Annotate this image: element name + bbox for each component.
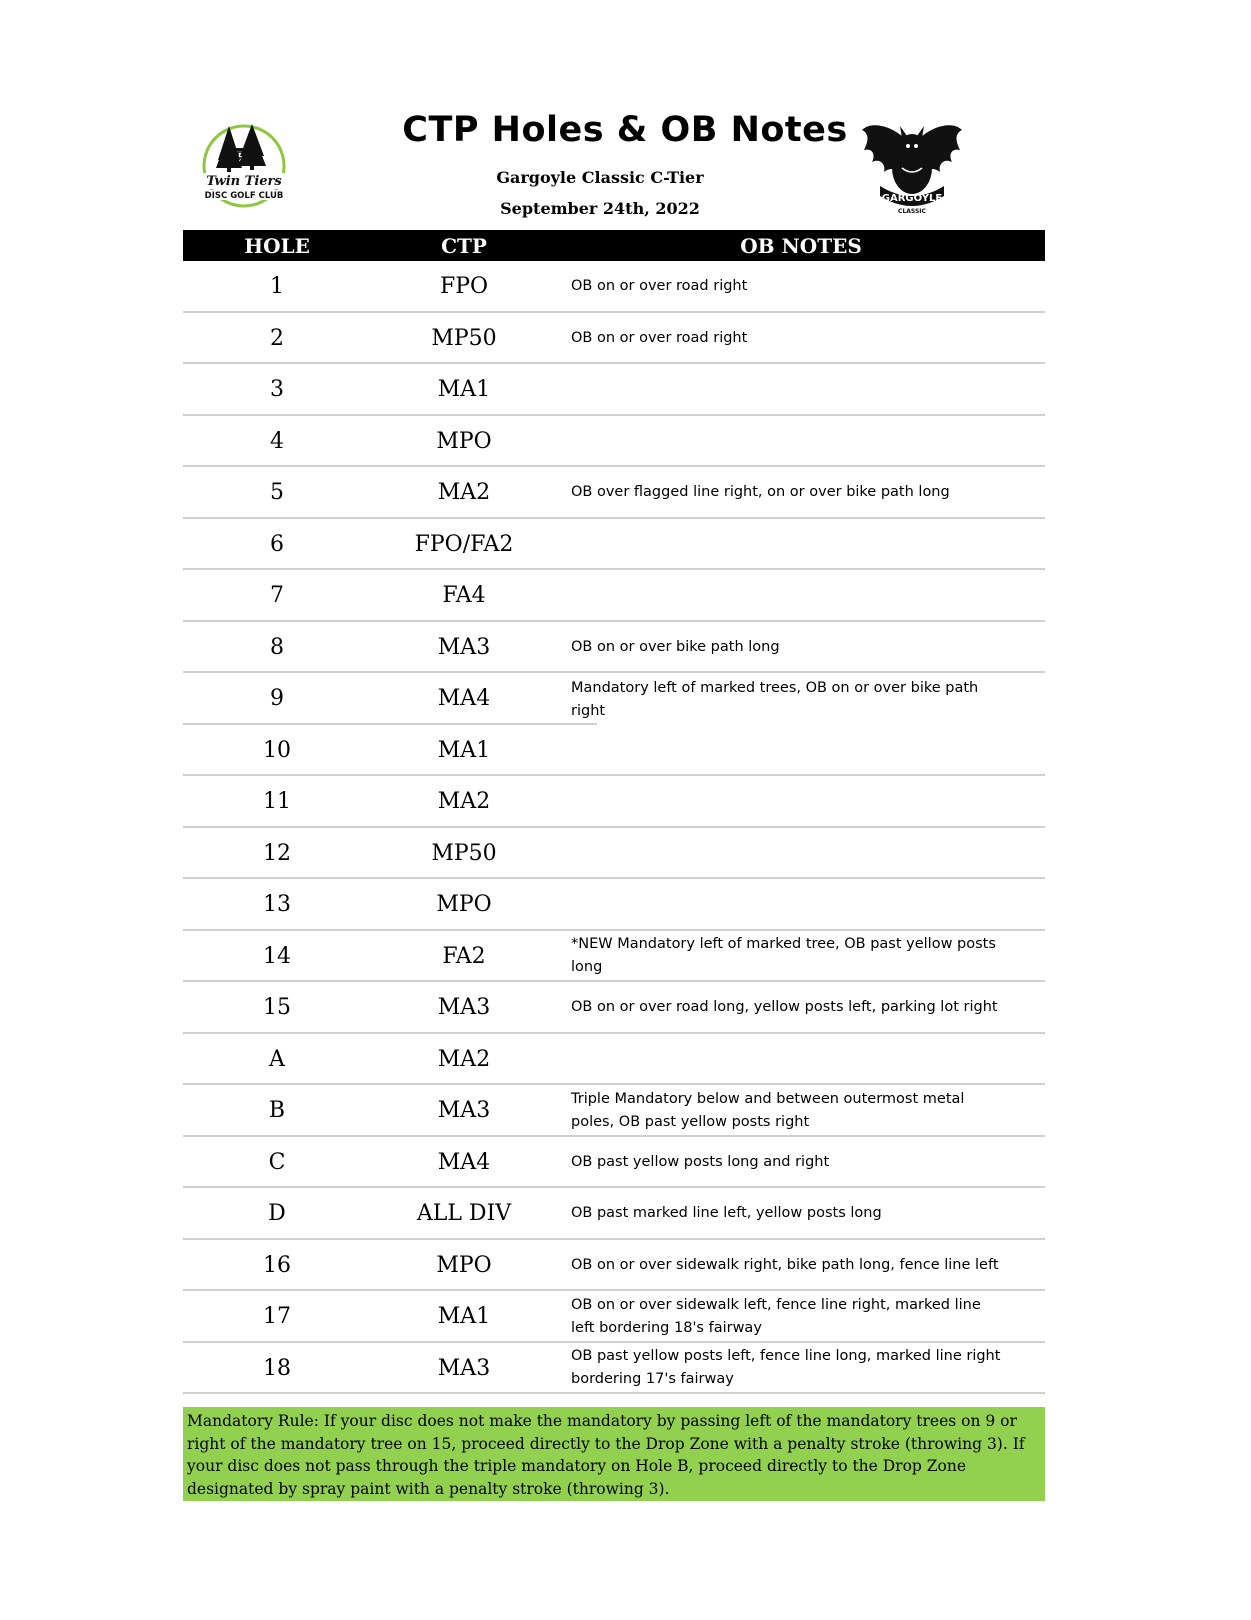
table-row: [183, 1085, 1045, 1137]
ctp-cell: MA1: [437, 377, 491, 403]
ctp-cell: MA2: [437, 1046, 491, 1072]
hole-cell: 5: [270, 480, 284, 506]
ob-notes-cell: OB on or over sidewalk right, bike path long, fence line left: [571, 1256, 999, 1273]
ctp-cell: MA2: [437, 480, 491, 506]
ctp-cell: MPO: [436, 428, 492, 454]
hole-cell: 11: [263, 789, 291, 815]
ob-notes-cell: OB on or over bike path long: [571, 638, 780, 655]
table-row: [183, 725, 1045, 777]
hole-cell: 16: [263, 1252, 291, 1278]
table-row: [183, 1034, 1045, 1086]
ob-notes-cell: *NEW Mandatory left of marked tree, OB past yellow posts long: [571, 936, 996, 976]
table-header: [183, 230, 1045, 261]
hole-cell: 12: [263, 840, 291, 866]
table-row: [183, 1137, 1045, 1189]
hole-cell: A: [269, 1046, 285, 1072]
twin-tiers-disc-golf-club-logo: [196, 118, 292, 214]
svg-text:CLASSIC: CLASSIC: [898, 208, 926, 215]
ctp-cell: MA1: [437, 1304, 491, 1330]
ctp-cell: MP50: [431, 325, 497, 351]
gargoyle-classic-logo: [858, 116, 966, 218]
hole-cell: 14: [263, 943, 291, 969]
ctp-cell: MA3: [437, 634, 491, 660]
ctp-cell: FA2: [442, 943, 486, 969]
column-header-hole: HOLE: [244, 233, 310, 258]
ob-notes-cell: Triple Mandatory below and between outermost metal poles, OB past yellow posts right: [571, 1090, 965, 1130]
table-row: [183, 313, 1045, 365]
hole-cell: 10: [263, 737, 291, 763]
ob-notes-cell: Mandatory left of marked trees, OB on or over bike path right: [571, 680, 979, 719]
table-row: [183, 673, 1045, 725]
ob-notes-cell: OB on or over road long, yellow posts left, parking lot right: [571, 999, 998, 1016]
ctp-cell: MPO: [436, 892, 492, 918]
hole-cell: 1: [270, 274, 284, 300]
svg-text:Twin Tiers: Twin Tiers: [206, 174, 282, 189]
hole-cell: 18: [263, 1355, 291, 1381]
table-row: [183, 1343, 1045, 1395]
hole-cell: 3: [270, 377, 284, 403]
column-header-ob-notes: OB NOTES: [740, 233, 862, 258]
ob-notes-cell: OB over flagged line right, on or over bike path long: [571, 484, 950, 501]
hole-cell: 17: [263, 1304, 291, 1330]
ctp-cell: FPO/FA2: [414, 531, 514, 557]
hole-cell: 7: [270, 583, 284, 609]
table-row: [183, 261, 1045, 313]
hole-cell: 4: [270, 428, 284, 454]
mandatory-rule-note: Mandatory Rule: If your disc does not make the mandatory by passing left of the mandatory trees on 9 or right of the mandatory tree on 15, proceed directly to the Drop Zone with a penalty stroke (throwing 3). If your disc does not pass through the triple mandatory on Hole B, proceed directly to the Drop Zone designated by spray paint with a penalty stroke (throwing 3).: [183, 1407, 1045, 1501]
table-row: [183, 1240, 1045, 1292]
table-row: [183, 1188, 1045, 1240]
hole-cell: 8: [270, 634, 284, 660]
hole-cell: B: [268, 1098, 286, 1124]
table-row: [183, 364, 1045, 416]
ctp-cell: MA3: [437, 995, 491, 1021]
table-row: [183, 931, 1045, 983]
ctp-cell: MA2: [437, 789, 491, 815]
hole-cell: D: [268, 1201, 286, 1227]
event-date: September 24th, 2022: [500, 199, 700, 218]
table-row: [183, 622, 1045, 674]
ctp-cell: ALL DIV: [416, 1201, 512, 1227]
ctp-cell: MA1: [437, 737, 491, 763]
table-row: [183, 828, 1045, 880]
hole-cell: 6: [270, 531, 284, 557]
table-row: [183, 519, 1045, 571]
table-row: [183, 1291, 1045, 1343]
ob-notes-cell: OB on or over road right: [571, 329, 748, 346]
table-row: [183, 879, 1045, 931]
ctp-cell: MA4: [437, 1149, 491, 1175]
svg-text:GARGOYLE: GARGOYLE: [881, 193, 943, 204]
ob-notes-cell: OB on or over road right: [571, 278, 748, 295]
table-row: [183, 982, 1045, 1034]
hole-cell: 2: [270, 325, 284, 351]
event-name: Gargoyle Classic C-Tier: [496, 168, 704, 187]
table-row: [183, 776, 1045, 828]
table-row: [183, 416, 1045, 468]
ctp-cell: MPO: [436, 1252, 492, 1278]
ctp-cell: MP50: [431, 840, 497, 866]
ob-notes-cell: OB past marked line left, yellow posts long: [571, 1205, 882, 1222]
table-row: [183, 570, 1045, 622]
ctp-cell: MA3: [437, 1098, 491, 1124]
table-row: [183, 467, 1045, 519]
ctp-ob-table: [183, 230, 1045, 1394]
ctp-cell: FA4: [442, 583, 486, 609]
hole-cell: 9: [270, 686, 284, 712]
ctp-cell: MA4: [437, 686, 491, 712]
hole-cell: C: [268, 1149, 286, 1175]
ob-notes-cell: OB past yellow posts long and right: [571, 1153, 830, 1170]
column-header-ctp: CTP: [441, 233, 487, 258]
svg-text:DISC GOLF CLUB: DISC GOLF CLUB: [204, 191, 284, 201]
hole-cell: 15: [263, 995, 291, 1021]
ctp-cell: MA3: [437, 1355, 491, 1381]
ob-notes-cell: OB past yellow posts left, fence line long, marked line right bordering 17's fairway: [571, 1348, 1001, 1388]
hole-cell: 13: [263, 892, 291, 918]
ob-notes-cell: OB on or over sidewalk left, fence line right, marked line left bordering 18's fairway: [571, 1296, 981, 1336]
ctp-cell: FPO: [439, 274, 489, 300]
page-title: CTP Holes & OB Notes: [402, 110, 848, 150]
